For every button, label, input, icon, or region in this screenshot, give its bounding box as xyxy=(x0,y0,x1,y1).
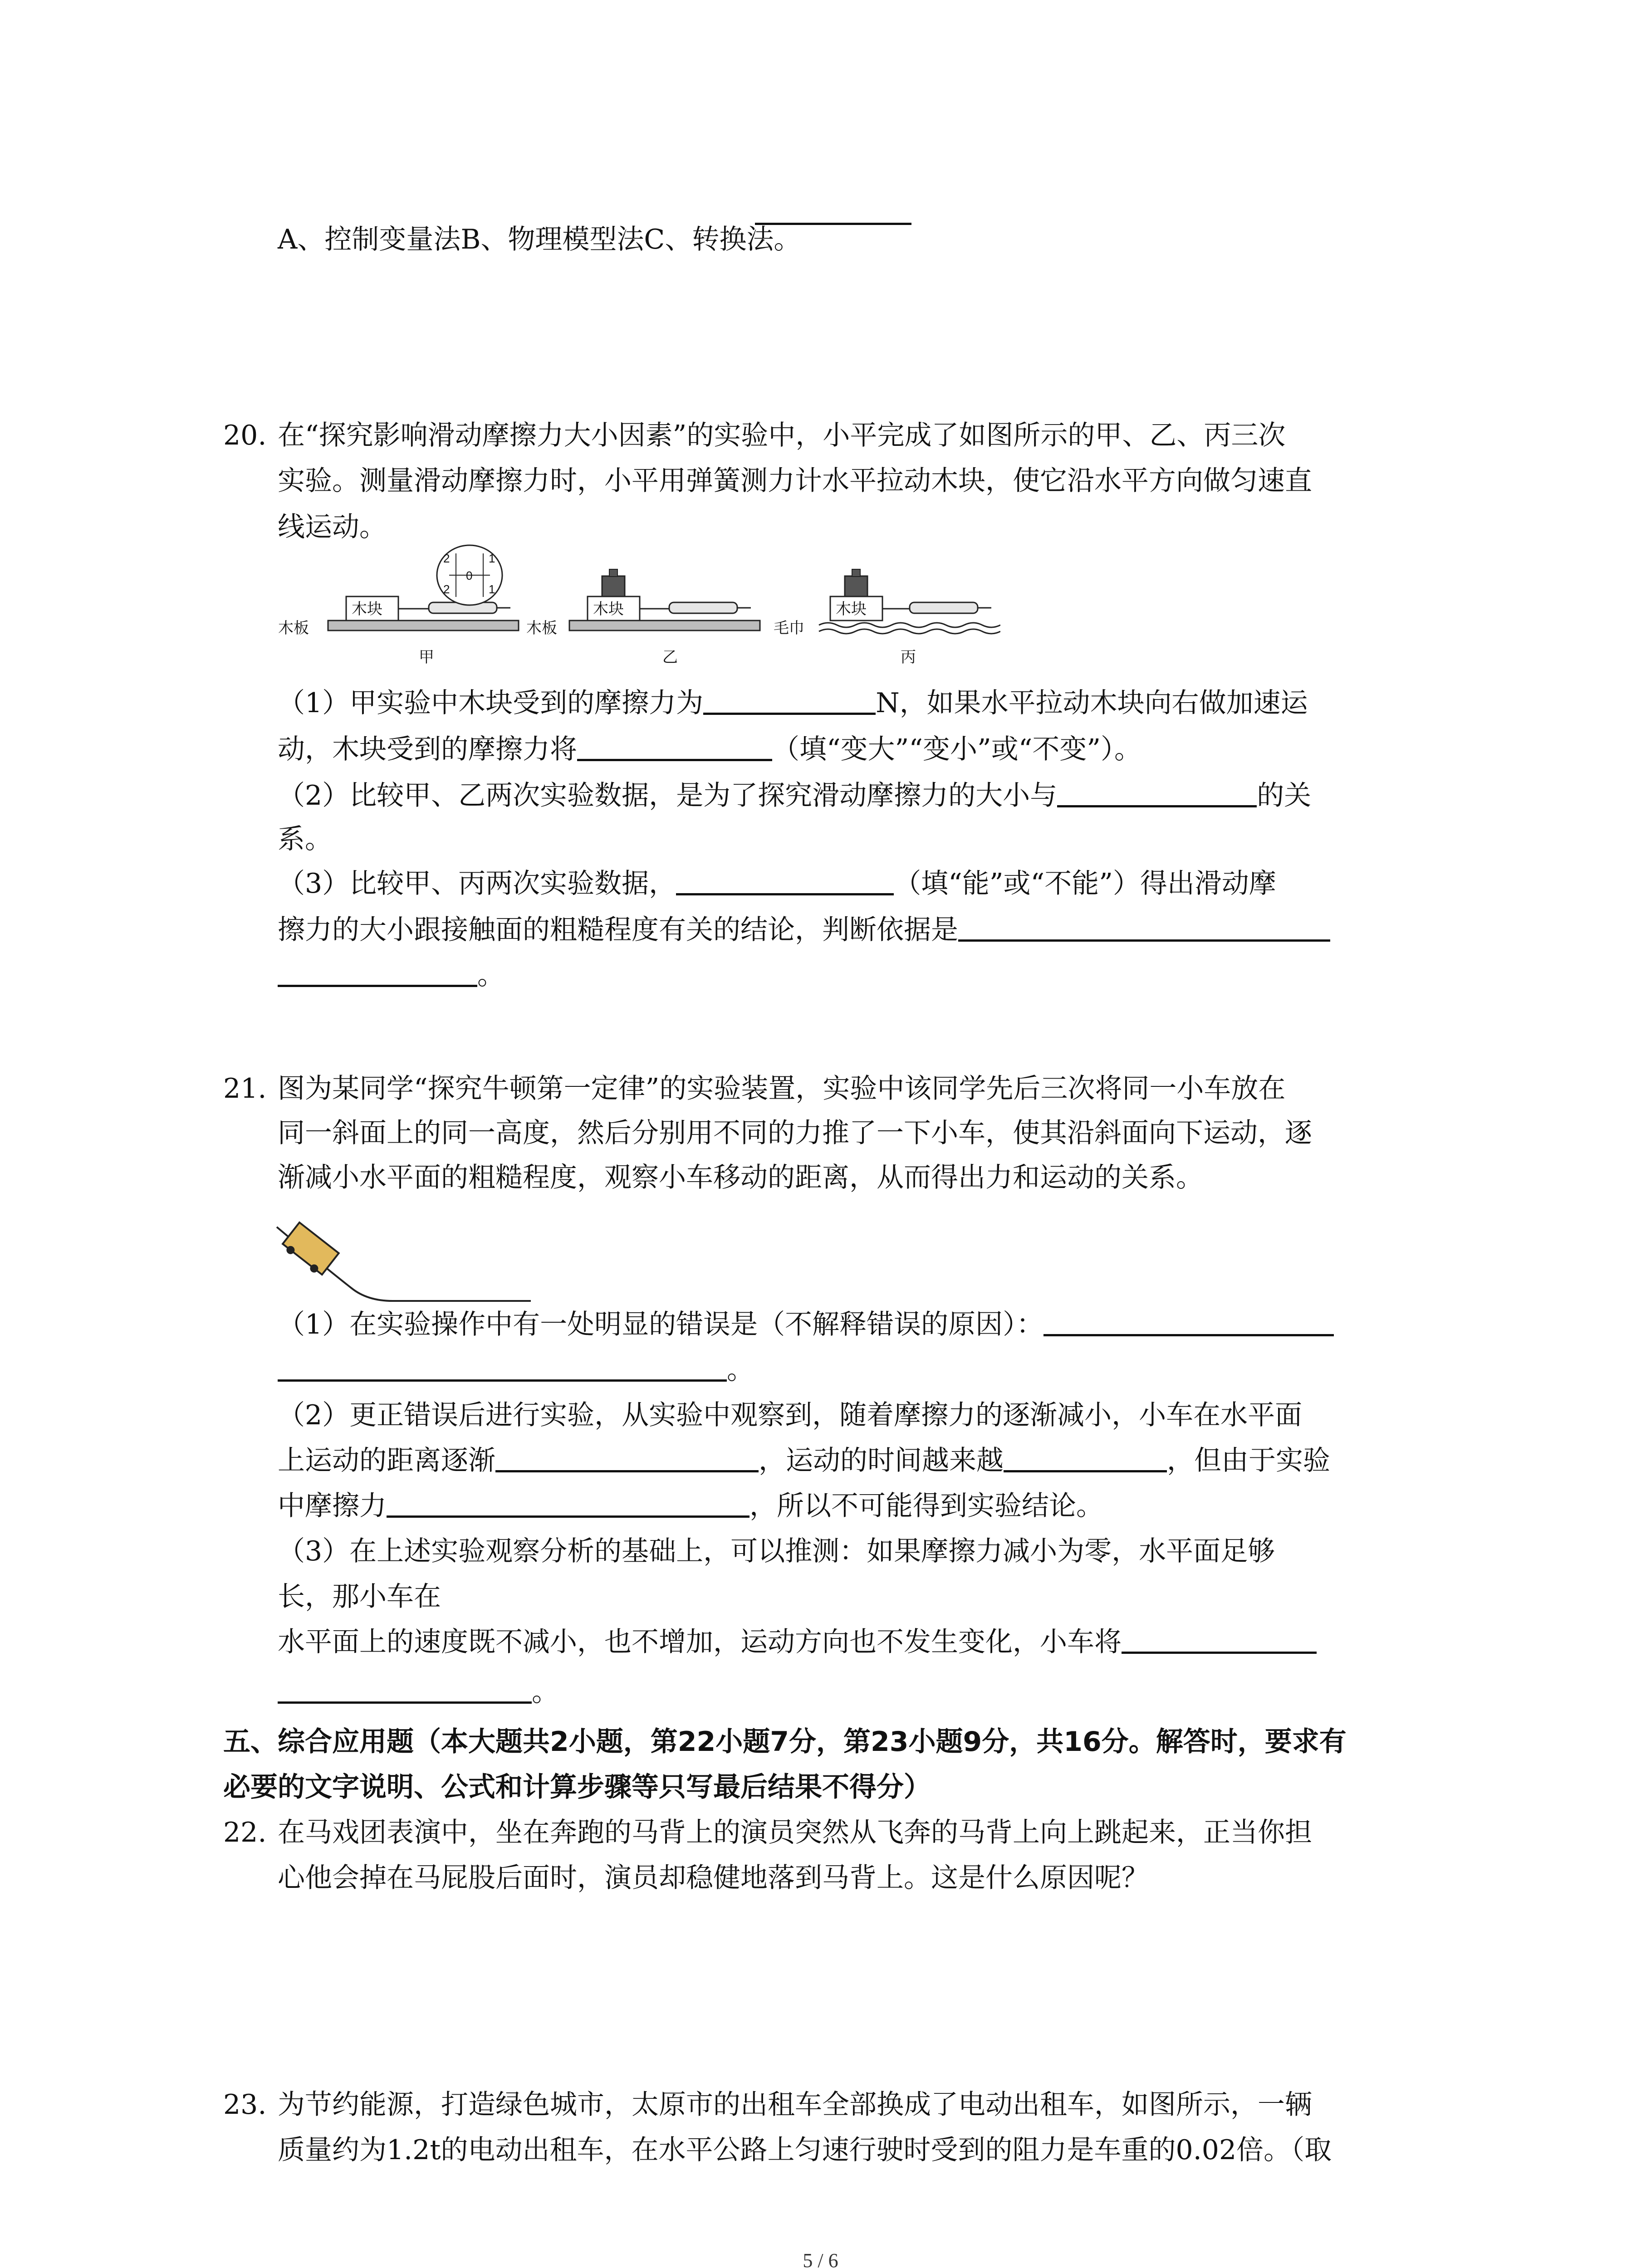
q22-line1: 在马戏团表演中，坐在奔跑的马背上的演员突然从飞奔的马背上向上跳起来，正当你担 xyxy=(278,1817,1312,1848)
q20-blank-1[interactable] xyxy=(703,685,876,715)
q21-p2-line3 xyxy=(278,1488,1103,1524)
q20-p3-line2 xyxy=(278,912,1330,948)
q21-blank-4[interactable] xyxy=(387,1488,749,1518)
scale-label-top-a: 2 xyxy=(443,552,450,565)
board-a-label: 木板 xyxy=(278,620,309,637)
q21-blank-2[interactable] xyxy=(495,1443,759,1472)
q23-line1: 为节约能源，打造绿色城市，太原市的出租车全部换成了电动出租车，如图所示，一辆 xyxy=(278,2089,1312,2121)
scale-label-bot-a: 2 xyxy=(443,582,450,596)
block-b-label: 木块 xyxy=(593,601,624,618)
q21-blank-1[interactable] xyxy=(1043,1307,1334,1336)
q21-p1-line1 xyxy=(278,1306,1334,1343)
towel-label: 毛巾 xyxy=(774,620,804,637)
q21-stem-line1: 图为某同学“探究牛顿第一定律”的实验装置，实验中该同学先后三次将同一小车放在 xyxy=(278,1073,1286,1105)
q20-p1-text-b: N，如果水平拉动木块向右做加速运 xyxy=(876,687,1308,719)
q20-p2-line2: 系。 xyxy=(278,823,332,855)
scale-label-bot-b: 1 xyxy=(489,582,495,596)
q20-number: 20. xyxy=(223,420,267,451)
q20-p2-line1 xyxy=(278,777,1311,814)
page-number: 5 / 6 xyxy=(803,2249,838,2268)
caption-bing: 丙 xyxy=(901,649,916,666)
q21-stem-line3: 渐减小水平面的粗糙程度，观察小车移动的距离，从而得出力和运动的关系。 xyxy=(278,1162,1203,1193)
q20-blank-3[interactable] xyxy=(1057,778,1257,807)
q20-stem-line1: 在“探究影响滑动摩擦力大小因素”的实验中，小平完成了如图所示的甲、乙、丙三次 xyxy=(278,420,1286,451)
scale-label-zero: 0 xyxy=(466,569,473,582)
q22-line2: 心他会掉在马屁股后面时，演员却稳健地落到马背上。这是什么原因呢？ xyxy=(278,1862,1149,1894)
q21-blank-5[interactable] xyxy=(1122,1624,1317,1654)
q20-p3-text-b: （填“能”或“不能”）得出滑动摩 xyxy=(894,868,1276,899)
block-c-label: 木块 xyxy=(836,601,867,618)
q21-p2-line1: （2）更正错误后进行实验，从实验中观察到，随着摩擦力的逐渐减小，小车在水平面 xyxy=(278,1399,1303,1431)
q20-p1-line2 xyxy=(278,731,1141,767)
q21-p2-text-c: ，运动的时间越来越 xyxy=(759,1445,1004,1476)
q21-p3-line4 xyxy=(278,1674,559,1710)
q22-number: 22. xyxy=(223,1817,267,1848)
q21-p2-line2 xyxy=(278,1442,1330,1479)
q21-p2-text-d: ，但由于实验 xyxy=(1167,1445,1330,1476)
q21-blank-1-cont[interactable] xyxy=(278,1352,727,1382)
q20-p1-text-c: 动，木块受到的摩擦力将 xyxy=(278,733,577,765)
q20-p3-text-c: 擦力的大小跟接触面的粗糙程度有关的结论，判断依据是 xyxy=(278,914,958,946)
q21-p3-line3 xyxy=(278,1624,1317,1660)
q21-p2-text-e: 中摩擦力 xyxy=(278,1490,387,1522)
q21-p1-text-a: （1）在实验操作中有一处明显的错误是（不解释错误的原因）： xyxy=(278,1309,1044,1340)
q23-line2: 质量约为1.2t的电动出租车，在水平公路上匀速行驶时受到的阻力是车重的0.02倍。（取 xyxy=(278,2134,1332,2166)
q21-p3-text-d: 。 xyxy=(532,1676,559,1708)
method-options: A、控制变量法B、物理模型法C、转换法。 xyxy=(278,224,801,255)
q20-p2-text-b: 的关 xyxy=(1257,780,1312,811)
q21-p1-line2 xyxy=(278,1352,754,1388)
q20-blank-2[interactable] xyxy=(577,732,772,761)
q20-p3-line3 xyxy=(278,957,505,993)
caption-jia: 甲 xyxy=(419,649,434,666)
q21-p2-text-b: 上运动的距离逐渐 xyxy=(278,1445,495,1476)
section5-heading-line2: 必要的文字说明、公式和计算步骤等只写最后结果不得分） xyxy=(223,1771,931,1803)
q20-p3-text-d: 。 xyxy=(477,959,505,991)
q20-p3-line1 xyxy=(278,865,1276,902)
scale-label-top-b: 1 xyxy=(489,552,495,565)
q20-blank-5[interactable] xyxy=(958,912,1330,942)
q20-blank-4[interactable] xyxy=(676,866,894,895)
q20-p2-text-a: （2）比较甲、乙两次实验数据，是为了探究滑动摩擦力的大小与 xyxy=(278,780,1058,811)
q21-p1-text-b: 。 xyxy=(727,1354,754,1386)
q20-p3-text-a: （3）比较甲、丙两次实验数据， xyxy=(278,868,676,899)
q21-p3-line2: 长，那小车在 xyxy=(278,1581,441,1613)
q20-blank-5-cont[interactable] xyxy=(278,958,477,987)
q20-p1-text-a: （1）甲实验中木块受到的摩擦力为 xyxy=(278,687,704,719)
q21-p3-text-c: 水平面上的速度既不减小，也不增加，运动方向也不发生变化，小车将 xyxy=(278,1626,1122,1658)
incline-ramp-figure xyxy=(274,1220,538,1311)
q20-p1-line1 xyxy=(278,685,1308,721)
q20-stem-line3: 线运动。 xyxy=(278,511,387,543)
q20-p1-text-d: （填“变大”“变小”或“不变”）。 xyxy=(772,733,1142,765)
q21-stem-line2: 同一斜面上的同一高度，然后分别用不同的力推了一下小车，使其沿斜面向下运动，逐 xyxy=(278,1117,1312,1149)
q21-p2-text-f: ，所以不可能得到实验结论。 xyxy=(749,1490,1103,1522)
caption-yi: 乙 xyxy=(662,649,678,666)
q20-stem-line2: 实验。测量滑动摩擦力时，小平用弹簧测力计水平拉动木块，使它沿水平方向做匀速直 xyxy=(278,465,1312,497)
q23-number: 23. xyxy=(223,2089,267,2121)
q21-blank-5-cont[interactable] xyxy=(278,1674,532,1704)
block-a-label: 木块 xyxy=(352,601,382,618)
q21-p3-line1: （3）在上述实验观察分析的基础上，可以推测：如果摩擦力减小为零，水平面足够 xyxy=(278,1535,1275,1567)
board-b-label: 木板 xyxy=(526,620,557,637)
q21-blank-3[interactable] xyxy=(1004,1443,1167,1472)
section5-heading-line1: 五、综合应用题（本大题共2小题，第22小题7分，第23小题9分，共16分。解答时，要求有 xyxy=(223,1726,1347,1758)
q21-number: 21. xyxy=(223,1073,267,1105)
friction-experiment-figure xyxy=(274,544,1000,680)
